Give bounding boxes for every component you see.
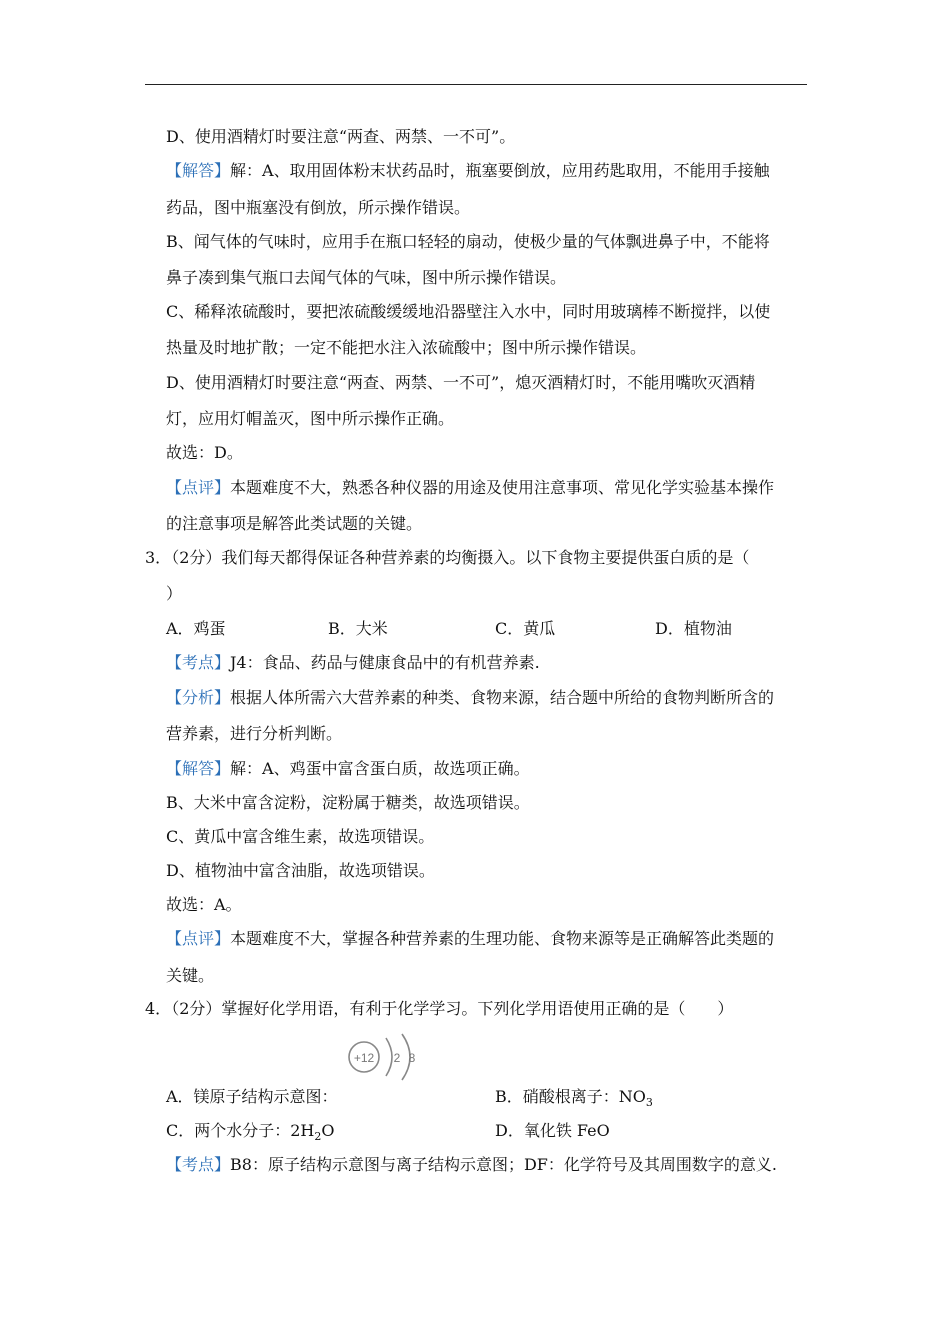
answer-tag: 【解答】 — [166, 161, 231, 180]
q3-point — [166, 653, 540, 673]
review-text: 本题难度不大，熟悉各种仪器的用途及使用注意事项、常见化学实验基本操作 — [230, 478, 775, 497]
question-text: （2分）掌握好化学用语，有利于化学学习。下列化学用语使用正确的是（ ） — [171, 999, 734, 1018]
option-b-subscript: 3 — [645, 1096, 653, 1110]
option-b: B．大米 — [328, 619, 388, 638]
q4-stem — [145, 999, 733, 1019]
option-a: A．鸡蛋 — [166, 619, 226, 638]
q3-analysis-cont: 营养素，进行分析判断。 — [166, 724, 343, 743]
analysis-text: 根据人体所需六大营养素的种类、食物来源，结合题中所给的食物判断所含的 — [230, 688, 775, 707]
review-text: 本题难度不大，掌握各种营养素的生理功能、食物来源等是正确解答此类题的 — [230, 929, 775, 948]
answer-tag: 【解答】 — [166, 759, 231, 778]
q2-answer-d-cont: 灯，应用灯帽盖灭，图中所示操作正确。 — [166, 409, 455, 428]
analysis-tag: 【分析】 — [166, 688, 231, 707]
q3-answer-c: C、黄瓜中富含维生素，故选项错误。 — [166, 827, 435, 846]
q4-point — [166, 1155, 777, 1175]
q2-answer-b: B、闻气体的气味时，应用手在瓶口轻轻的扇动，使极少量的气体飘进鼻子中，不能将 — [166, 232, 770, 251]
q4-option-d: D．氧化铁 FeO — [495, 1121, 610, 1140]
question-number: 3． — [145, 548, 172, 567]
q3-options — [166, 619, 732, 639]
q3-stem — [145, 548, 749, 568]
shell-1-electrons: 2 — [393, 1051, 401, 1065]
q2-answer-d: D、使用酒精灯时要注意“两查、两禁、一不可”，熄灭酒精灯时，不能用嘴吹灭酒精 — [166, 373, 756, 392]
point-tag: 【考点】 — [166, 653, 231, 672]
q2-option-d: D、使用酒精灯时要注意“两查、两禁、一不可”。 — [166, 127, 516, 146]
q2-review — [166, 478, 774, 498]
option-c: C．黄瓜 — [495, 619, 556, 638]
option-c-text: C．两个水分子：2H — [166, 1121, 315, 1140]
shell-2-electrons: 8 — [408, 1051, 416, 1065]
option-d: D．植物油 — [655, 619, 732, 638]
option-c-suffix: O — [321, 1121, 335, 1140]
q3-stem-cont: ） — [166, 584, 183, 603]
review-tag: 【点评】 — [166, 929, 231, 948]
q3-answer-d: D、植物油中富含油脂，故选项错误。 — [166, 861, 435, 880]
q4-option-a: A．镁原子结构示意图： — [166, 1087, 338, 1106]
q3-answer-b: B、大米中富含淀粉，淀粉属于糖类，故选项错误。 — [166, 793, 530, 812]
q2-choice: 故选：D。 — [166, 443, 243, 462]
header-rule — [145, 84, 807, 85]
q4-option-b — [495, 1087, 653, 1113]
q2-answer-c-cont: 热量及时地扩散；一定不能把水注入浓硫酸中；图中所示操作错误。 — [166, 338, 647, 357]
option-c-subscript: 2 — [314, 1130, 322, 1144]
q3-answer-a — [166, 759, 530, 779]
answer-text: 解：A、取用固体粉末状药品时，瓶塞要倒放，应用药匙取用，不能用手接触 — [230, 161, 770, 180]
q2-answer-c: C、稀释浓硫酸时，要把浓硫酸缓缓地沿器壁注入水中，同时用玻璃棒不断搅拌，以使 — [166, 302, 771, 321]
q3-review-cont: 关键。 — [166, 966, 215, 985]
q2-answer-a-cont: 药品，图中瓶塞没有倒放，所示操作错误。 — [166, 198, 471, 217]
magnesium-atom-structure-diagram — [346, 1032, 426, 1082]
answer-text: 解：A、鸡蛋中富含蛋白质，故选项正确。 — [230, 759, 530, 778]
point-tag: 【考点】 — [166, 1155, 231, 1174]
q2-review-cont: 的注意事项是解答此类试题的关键。 — [166, 514, 423, 533]
review-tag: 【点评】 — [166, 478, 231, 497]
shell-arc-1 — [386, 1038, 392, 1076]
point-text: B8：原子结构示意图与离子结构示意图；DF：化学符号及其周围数字的意义. — [230, 1155, 777, 1174]
q3-choice: 故选：A。 — [166, 895, 242, 914]
question-text: （2分）我们每天都得保证各种营养素的均衡摄入。以下食物主要提供蛋白质的是（ — [171, 548, 750, 567]
q3-analysis — [166, 688, 774, 708]
nucleus-charge: +12 — [353, 1051, 375, 1065]
q3-review — [166, 929, 774, 949]
question-number: 4． — [145, 999, 172, 1018]
q2-answer-a — [166, 161, 770, 181]
point-text: J4：食品、药品与健康食品中的有机营养素. — [230, 653, 540, 672]
option-b-text: B．硝酸根离子：NO — [495, 1087, 646, 1106]
q4-option-c — [166, 1121, 335, 1147]
q2-answer-b-cont: 鼻子凑到集气瓶口去闻气体的气味，图中所示操作错误。 — [166, 268, 567, 287]
